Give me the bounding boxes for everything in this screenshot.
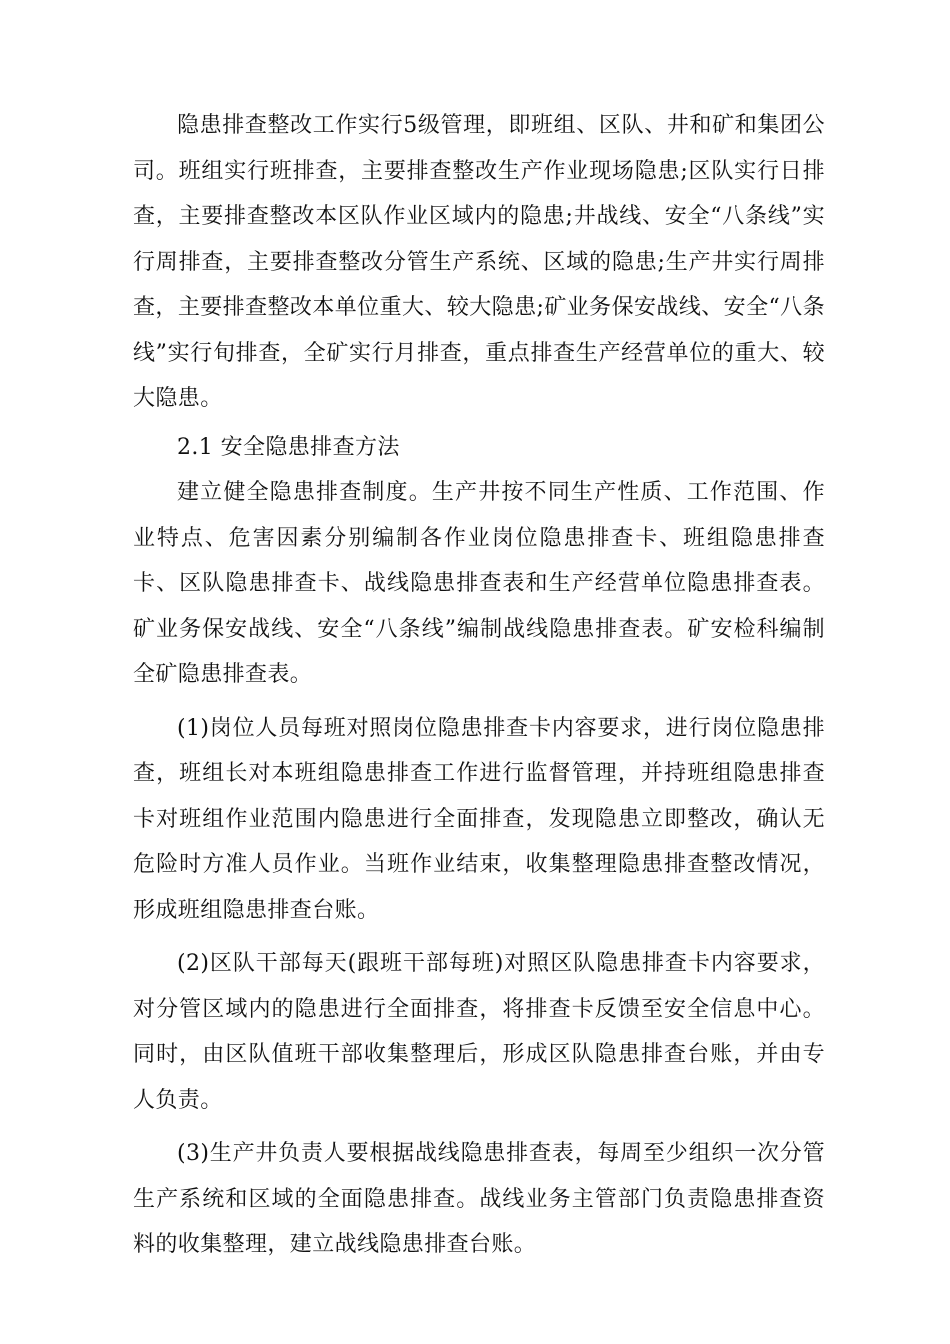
paragraph-item-2: (2)区队干部每天(跟班干部每班)对照区队隐患排查卡内容要求，对分管区域内的隐患进行全面排查，将排查卡反馈至安全信息中心。同时，由区队值班干部收集整理后，形成区队隐患排查台账，并由专人负责。 — [133, 951, 825, 1113]
paragraph-investigation-system: 建立健全隐患排查制度。生产井按不同生产性质、工作范围、作业特点、危害因素分别编制各作业岗位隐患排查卡、班组隐患排查卡、区队隐患排查卡、战线隐患排查表和生产经营单位隐患排查表。矿业务保安战线、安全“八条线”编制战线隐患排查表。矿安检科编制全矿隐患排查表。 — [133, 480, 825, 687]
paragraph-item-3: (3)生产井负责人要根据战线隐患排查表，每周至少组织一次分管生产系统和区域的全面隐患排查。战线业务主管部门负责隐患排查资料的收集整理，建立战线隐患排查台账。 — [133, 1141, 825, 1257]
section-heading-2-1: 2.1 安全隐患排查方法 — [177, 434, 400, 460]
paragraph-item-1: (1)岗位人员每班对照岗位隐患排查卡内容要求，进行岗位隐患排查，班组长对本班组隐患排查工作进行监督管理，并持班组隐患排查卡对班组作业范围内隐患进行全面排查，发现隐患立即整改，确认无危险时方准人员作业。当班作业结束，收集整理隐患排查整改情况，形成班组隐患排查台账。 — [133, 715, 825, 923]
document-body — [133, 103, 825, 1268]
paragraph-management-levels: 隐患排查整改工作实行5级管理，即班组、区队、井和矿和集团公司。班组实行班排查，主要排查整改生产作业现场隐患;区队实行日排查，主要排查整改本区队作业区域内的隐患;井战线、安全“八条线”实行周排查，主要排查整改分管生产系统、区域的隐患;生产井实行周排查，主要排查整改本单位重大、较大隐患;矿业务保安战线、安全“八条线”实行旬排查，全矿实行月排查，重点排查生产经营单位的重大、较大隐患。 — [133, 113, 825, 411]
